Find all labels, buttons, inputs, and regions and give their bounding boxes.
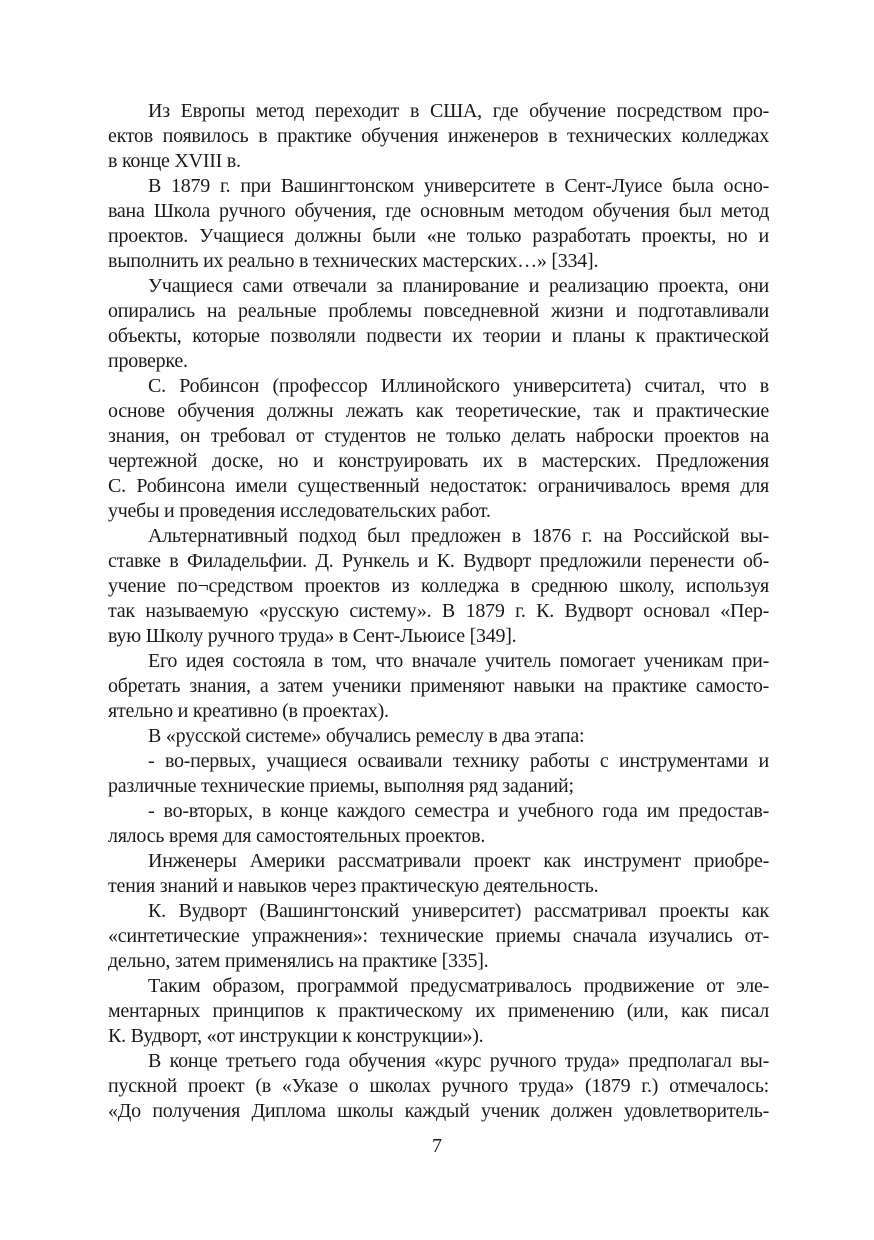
text-line: ставке в Филадельфии. Д. Рункель и К. Вудворт предложили перенести об- <box>108 550 769 572</box>
text-line: пускной проект (в «Указе о школах ручного труда» (1879 г.) отмечалось: <box>108 1075 769 1097</box>
text-line: В «русской системе» обучались ремеслу в два этапа: <box>148 725 585 747</box>
text-line: ятельно и креативно (в проектах). <box>108 700 389 722</box>
text-line: К. Вудворт (Вашингтонский университет) рассматривал проекты как <box>148 900 769 922</box>
text-line: объекты, которые позволяли подвести их теории и планы к практической <box>108 325 769 347</box>
document-body <box>108 99 769 1124</box>
text-line: чертежной доске, но и конструировать их в мастерских. Предложения <box>108 450 769 472</box>
text-line: С. Робинсон (профессор Иллинойского университета) считал, что в <box>148 375 769 397</box>
text-line: Таким образом, программой предусматривалось продвижение от эле- <box>148 975 769 997</box>
text-line: Альтернативный подход был предложен в 1876 г. на Российской вы- <box>148 525 769 547</box>
text-line: В 1879 г. при Вашингтонском университете в Сент-Луисе была осно- <box>148 175 769 197</box>
text-line: К. Вудворт, «от инструкции к конструкции»). <box>108 1025 484 1047</box>
text-line: вую Школу ручного труда» в Сент-Льюисе [349]. <box>108 625 517 647</box>
text-line: В конце третьего года обучения «курс ручного труда» предполагал вы- <box>148 1050 769 1072</box>
text-line: «синтетические упражнения»: технические приемы сначала изучались от- <box>108 925 769 947</box>
text-line: Учащиеся сами отвечали за планирование и реализацию проекта, они <box>148 275 769 297</box>
text-line: С. Робинсона имели существенный недостаток: ограничивалось время для <box>108 475 769 497</box>
text-line: обретать знания, а затем ученики применяют навыки на практике самосто- <box>108 675 769 697</box>
text-line: ментарных принципов к практическому их применению (или, как писал <box>108 1000 769 1022</box>
text-line: так называемую «русскую систему». В 1879 г. К. Вудворт основал «Пер- <box>108 600 769 622</box>
text-line: Его идея состояла в том, что вначале учитель помогает ученикам при- <box>148 650 769 672</box>
text-line: дельно, затем применялись на практике [335]. <box>108 950 489 972</box>
text-line: Из Европы метод переходит в США, где обучение посредством про- <box>148 100 769 122</box>
text-line: различные технические приемы, выполняя ряд заданий; <box>108 775 574 797</box>
text-line: ектов появилось в практике обучения инженеров в технических колледжах <box>108 125 769 147</box>
text-line: в конце XVIII в. <box>108 150 241 172</box>
list-item: - во-первых, учащиеся осваивали технику работы с инструментами и <box>148 750 769 772</box>
text-line: тения знаний и навыков через практическую деятельность. <box>108 875 599 897</box>
text-line: Инженеры Америки рассматривали проект как инструмент приобре- <box>148 850 769 872</box>
list-item: - во-вторых, в конце каждого семестра и учебного года им предостав- <box>148 800 769 822</box>
page-number: 7 <box>432 1135 442 1157</box>
text-line: проектов. Учащиеся должны были «не только разработать проекты, но и <box>108 225 769 247</box>
text-line: опирались на реальные проблемы повседневной жизни и подготавливали <box>108 300 769 322</box>
text-line: учебы и проведения исследовательских работ. <box>108 500 491 522</box>
text-line: учение по¬средством проектов из колледжа в среднюю школу, используя <box>108 575 769 597</box>
text-line: вана Школа ручного обучения, где основным методом обучения был метод <box>108 200 769 222</box>
text-line: знания, он требовал от студентов не только делать наброски проектов на <box>108 425 769 447</box>
text-line: «До получения Диплома школы каждый ученик должен удовлетворитель- <box>108 1100 769 1122</box>
text-line: выполнить их реально в технических мастерских…» [334]. <box>108 250 599 272</box>
text-line: лялось время для самостоятельных проектов. <box>108 825 486 847</box>
text-line: проверке. <box>108 350 188 372</box>
text-line: основе обучения должны лежать как теоретические, так и практические <box>108 400 769 422</box>
